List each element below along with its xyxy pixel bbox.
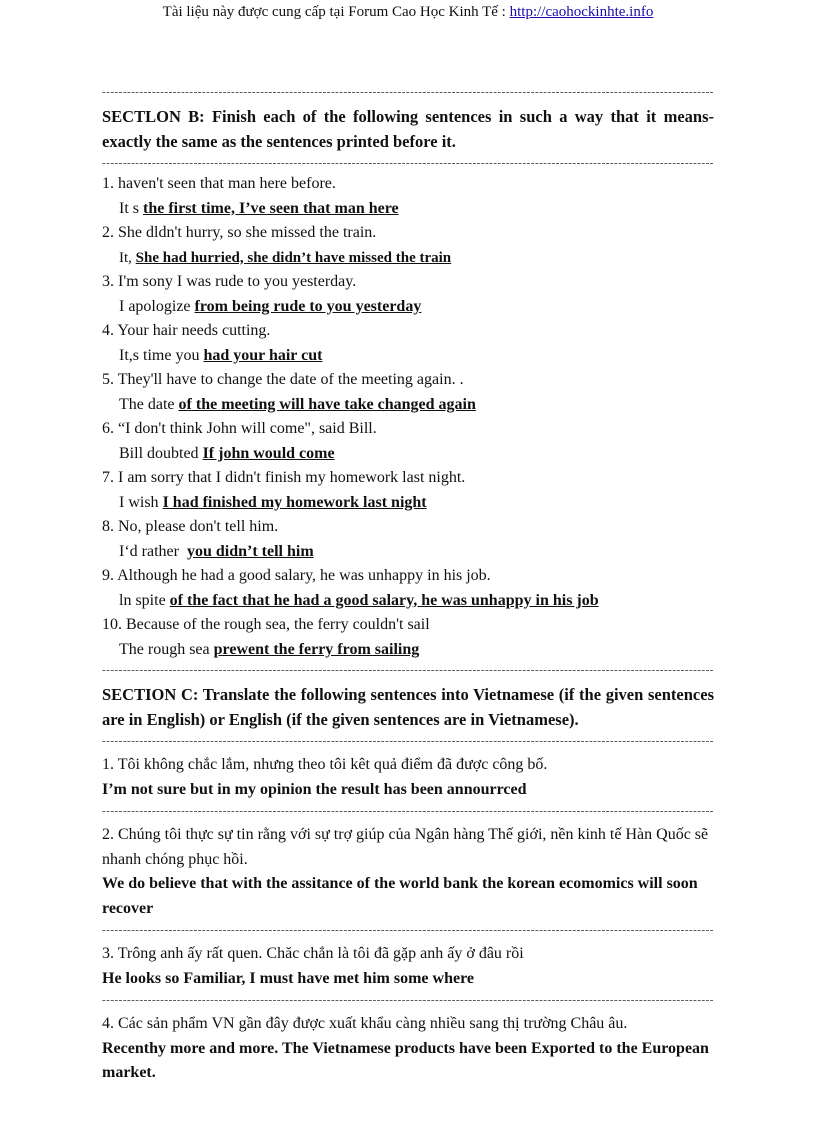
exercise-item (102, 613, 714, 662)
exercise-item (102, 466, 714, 515)
answer-fill: from being rude to you yesterday (194, 297, 422, 315)
english-translation: He looks so Familiar, I must have met him some where (102, 969, 474, 987)
exercise-item (102, 515, 714, 564)
section-b-items (102, 172, 714, 662)
answer-stem: The date (119, 395, 179, 413)
answer-stem: Bill doubted (119, 444, 203, 462)
separator (102, 803, 714, 820)
answer-stem: It, (119, 249, 136, 266)
question: 1. haven't seen that man here before. (102, 175, 336, 192)
question: 5. They'll have to change the date of the meeting again. . (102, 371, 464, 388)
answer (102, 197, 714, 222)
separator (102, 662, 714, 679)
forum-link[interactable]: http://caohockinhte.info (509, 4, 654, 20)
answer-stem: I‘d rather (119, 542, 187, 560)
separator (102, 84, 714, 101)
separator (102, 733, 714, 750)
page-header (0, 4, 816, 21)
exercise-item (102, 270, 714, 319)
answer-fill: If john would come (202, 444, 335, 462)
answer (102, 491, 714, 516)
document-body (102, 84, 714, 1087)
english-translation: I’m not sure but in my opinion the result has been annourrced (102, 780, 527, 798)
translation-item (102, 753, 714, 802)
answer-fill: had your hair cut (203, 346, 323, 364)
exercise-item (102, 417, 714, 466)
question: 6. “I don't think John will come", said Bill. (102, 420, 377, 437)
answer (102, 589, 714, 614)
translation-item (102, 1012, 714, 1086)
section-c-title: SECTION C: Translate the following sentences into Vietnamese (if the given sentences are in English) or English (if the given sentences are in Vietnamese). (102, 685, 714, 729)
section-b-title: SECTLON B: Finish each of the following sentences in such a way that it means-exactly the same as the sentences printed before it. (102, 107, 714, 151)
exercise-item (102, 172, 714, 221)
answer (102, 344, 714, 369)
english-translation: We do believe that with the assitance of the world bank the korean ecomomics will soon recover (102, 875, 698, 917)
question: 10. Because of the rough sea, the ferry couldn't sail (102, 616, 430, 633)
separator (102, 922, 714, 939)
vietnamese-sentence: 3. Trông anh ấy rất quen. Chăc chắn là tôi đã gặp anh ấy ở đâu rồi (102, 945, 524, 962)
answer-fill: She had hurried, she didn’t have missed the train (135, 249, 452, 266)
answer-stem: I wish (119, 493, 163, 511)
vietnamese-sentence: 4. Các sản phẩm VN gần đây được xuất khẩu càng nhiều sang thị trường Châu âu. (102, 1015, 628, 1032)
answer-stem: It s (119, 199, 143, 217)
translation-item (102, 942, 714, 991)
vietnamese-sentence: 1. Tôi không chắc lắm, nhưng theo tôi kêt quả điểm đã được công bố. (102, 756, 548, 773)
exercise-item (102, 368, 714, 417)
english-translation: Recenthy more and more. The Vietnamese products have been Exported to the European market. (102, 1039, 709, 1081)
translation-item (102, 823, 714, 921)
exercise-item (102, 319, 714, 368)
question: 9. Although he had a good salary, he was unhappy in his job. (102, 567, 491, 584)
exercise-item (102, 221, 714, 270)
answer (102, 442, 714, 467)
answer-fill: the first time, I’ve seen that man here (143, 199, 399, 217)
answer (102, 295, 714, 320)
separator (102, 992, 714, 1009)
answer-fill: of the meeting will have take changed again (178, 395, 476, 413)
answer-fill: of the fact that he had a good salary, he was unhappy in his job (169, 591, 599, 609)
answer-stem: ln spite (119, 591, 170, 609)
question: 8. No, please don't tell him. (102, 518, 279, 535)
answer (102, 393, 714, 418)
answer-stem: It,s time you (119, 346, 204, 364)
question: 4. Your hair needs cutting. (102, 322, 271, 339)
answer-fill: prewent the ferry from sailing (213, 640, 420, 658)
answer (102, 638, 714, 663)
answer-fill: you didn’t tell him (186, 542, 314, 560)
answer-stem: The rough sea (119, 640, 214, 658)
exercise-item (102, 564, 714, 613)
answer (102, 540, 714, 565)
header-text: Tài liệu này được cung cấp tại Forum Cao Học Kinh Tế : (162, 4, 510, 20)
question: 2. She dldn't hurry, so she missed the train. (102, 224, 377, 241)
answer-stem: I apologize (119, 297, 195, 315)
answer (102, 246, 714, 271)
vietnamese-sentence: 2. Chúng tôi thực sự tin rằng với sự trợ giúp của Ngân hàng Thế giới, nền kinh tế Hàn Quốc sẽ nhanh chóng phục hồi. (102, 826, 709, 868)
answer-fill: I had finished my homework last night (162, 493, 427, 511)
question: 3. I'm sony I was rude to you yesterday. (102, 273, 357, 290)
separator (102, 155, 714, 172)
question: 7. I am sorry that I didn't finish my homework last night. (102, 469, 466, 486)
